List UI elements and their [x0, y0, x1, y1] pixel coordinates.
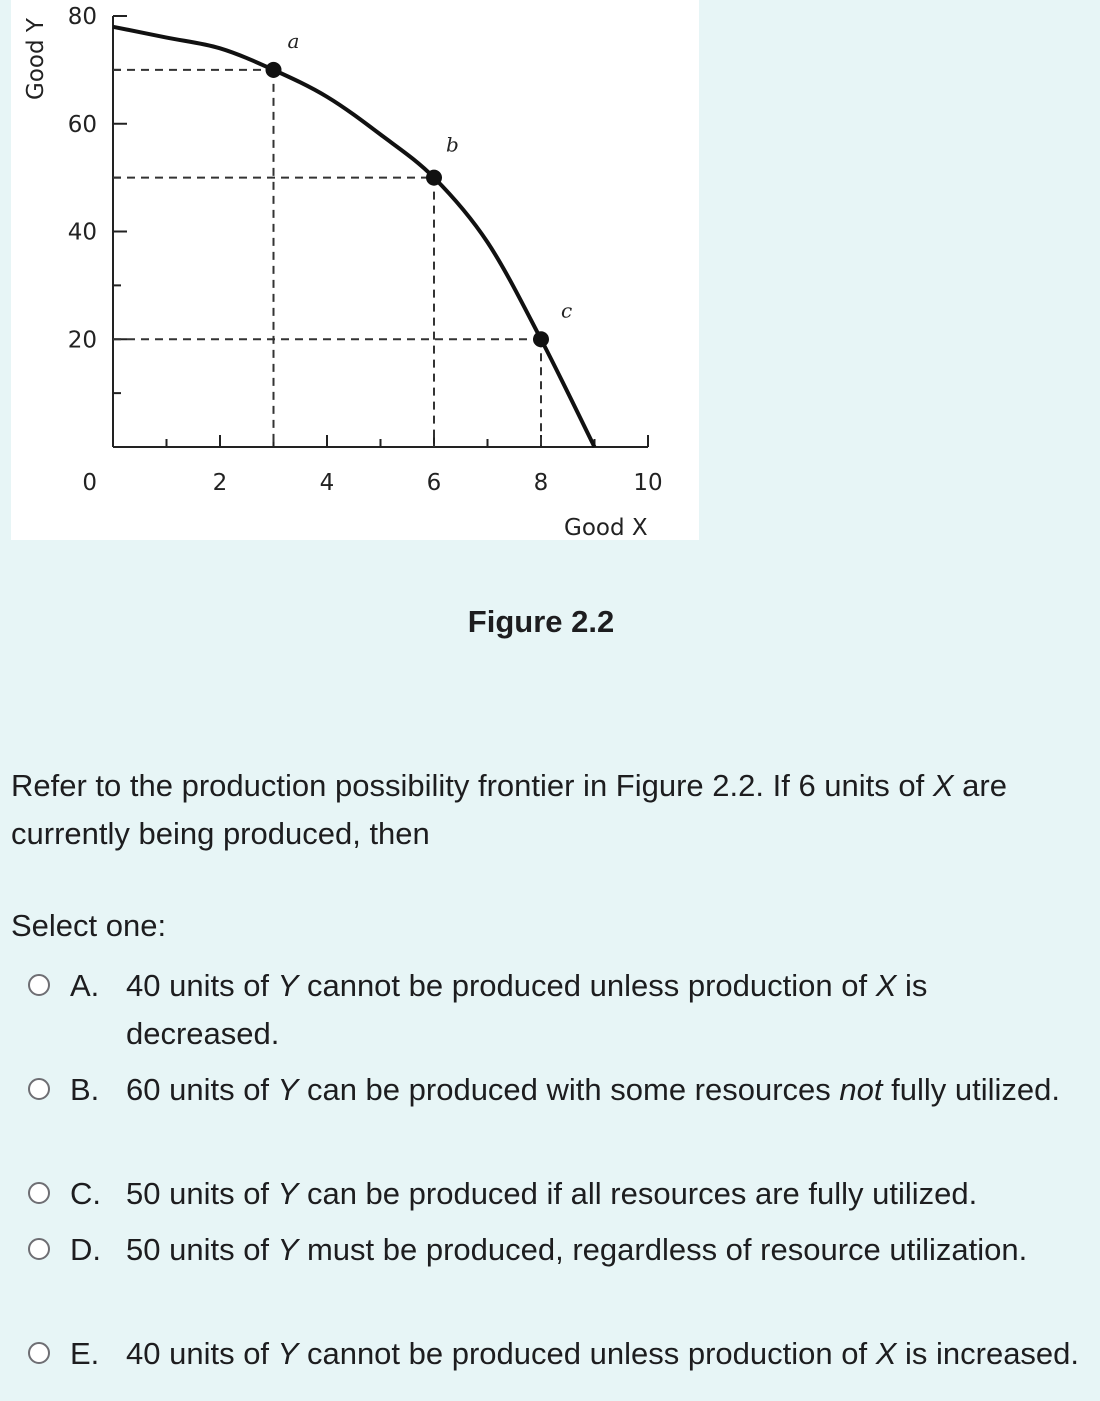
- y-tick-label: 60: [67, 111, 97, 138]
- radio-d[interactable]: [28, 1238, 50, 1260]
- option-letter: A.: [70, 968, 100, 1003]
- option-text-part: can be produced if all resources are fully utilized.: [298, 1176, 978, 1211]
- option-text-part: 40 units of: [126, 1336, 278, 1371]
- option-text-part: 40 units of: [126, 968, 278, 1003]
- point-label-a: a: [287, 28, 300, 53]
- option-text: [126, 1170, 1086, 1218]
- y-tick-label: 80: [67, 4, 97, 30]
- y-tick-label: 20: [67, 327, 97, 354]
- x-tick-label: 2: [212, 470, 228, 496]
- option-text-part: 50 units of: [126, 1176, 278, 1211]
- option-var: Y: [277, 1072, 299, 1107]
- x-tick-label: 8: [533, 470, 549, 496]
- point-c: [533, 331, 549, 347]
- option-var: Y: [277, 1336, 299, 1371]
- question-text: [11, 762, 1086, 858]
- ppf-curve: [113, 27, 595, 447]
- point-a: [266, 62, 282, 78]
- point-label-b: b: [446, 132, 459, 157]
- option-letter: E.: [70, 1336, 100, 1371]
- option-var: X: [875, 968, 897, 1003]
- ppf-chart-svg: [11, 0, 699, 540]
- option-letter: D.: [70, 1232, 101, 1267]
- x-axis-label: Good X: [564, 515, 648, 540]
- radio-e[interactable]: [28, 1342, 50, 1364]
- option-text-part: is decreased.: [126, 968, 928, 1051]
- x-tick-label: 4: [319, 470, 335, 496]
- option-var: Y: [277, 968, 299, 1003]
- option-text-part: 60 units of: [126, 1072, 278, 1107]
- select-one-prompt: Select one:: [11, 908, 167, 943]
- option-text: [126, 962, 1086, 1058]
- option-text-part: cannot be produced unless production of: [298, 968, 876, 1003]
- option-text: [126, 1330, 1086, 1378]
- option-var: Y: [277, 1232, 299, 1267]
- option-text-part: can be produced with some resources: [298, 1072, 840, 1107]
- figure-caption: Figure 2.2: [467, 604, 615, 639]
- figure-ppf-chart: [11, 0, 699, 540]
- point-b: [426, 170, 442, 186]
- option-var: Y: [277, 1176, 299, 1211]
- option-text: [126, 1066, 1086, 1114]
- option-var: X: [875, 1336, 897, 1371]
- radio-a[interactable]: [28, 974, 50, 996]
- radio-b[interactable]: [28, 1078, 50, 1100]
- x-tick-label: 10: [633, 470, 663, 496]
- option-text: [126, 1226, 1086, 1274]
- y-tick-label: 0: [82, 470, 97, 496]
- point-label-c: c: [561, 298, 573, 323]
- y-axis-label: Good Y: [23, 18, 49, 100]
- question-text-after: are currently being produced, then: [11, 768, 1007, 851]
- option-text-part: cannot be produced unless production of: [298, 1336, 876, 1371]
- option-letter: B.: [70, 1072, 100, 1107]
- option-text-part: 50 units of: [126, 1232, 278, 1267]
- option-letter: C.: [70, 1176, 101, 1211]
- y-tick-label: 40: [67, 219, 97, 246]
- question-text-before: Refer to the production possibility frontier in Figure 2.2. If 6 units of: [11, 768, 933, 803]
- option-text-part: must be produced, regardless of resource utilization.: [298, 1232, 1028, 1267]
- option-emphasis: not: [839, 1072, 883, 1107]
- option-text-part: fully utilized.: [882, 1072, 1060, 1107]
- x-tick-label: 6: [426, 470, 442, 496]
- question-var-x: X: [932, 768, 954, 803]
- option-text-part: is increased.: [896, 1336, 1080, 1371]
- radio-c[interactable]: [28, 1182, 50, 1204]
